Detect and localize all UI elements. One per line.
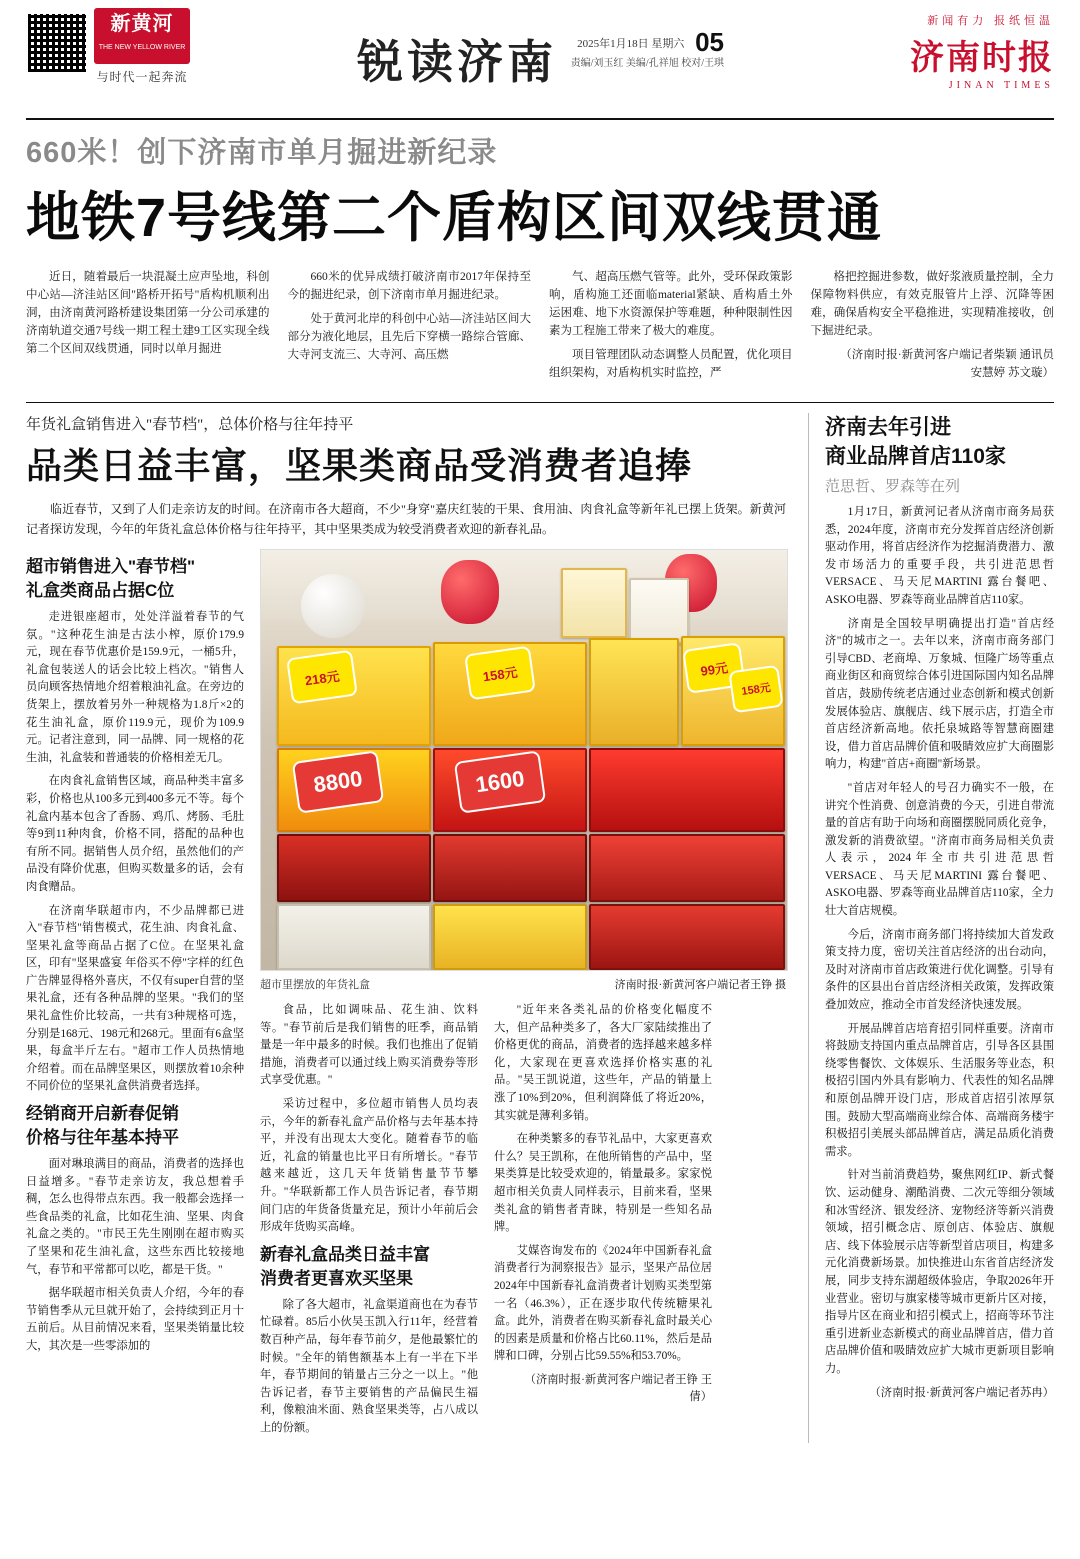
rail-headline-line1: 济南去年引进 <box>825 416 951 439</box>
rail-paragraph: 济南是全国较早明确提出打造"首店经济"的城市之一。去年以来，济南市商务部门引导CBD、老商埠、万象城、恒隆广场等重点商业街区和商贸综合体引进国际国内知名品牌首店，鼓励传统老店通过业态创新和模式创新发展体验店、旗舰店、线下展示店，打造全市首店经济新高地。依托泉城路等智慧商圈建设，借力首店品牌价值和吸睛效应扩大商圈影响力，构建"首店+商圈"新场景。 <box>825 617 1054 771</box>
feature-paragraph: 除了各大超市，礼盒渠道商也在为春节忙碌着。85后小伙吴玉凯入行11年，经营着数百种产品，每年春节前夕，是他最繁忙的时候。"全年的销售额基本上有一半在下半年，春节期间的销量占三分之一以上。"他告诉记者，春节主要销售的产品偏民生福利，像粮油米面、熟食坚果类等，占八成以上的份额。 <box>260 1298 478 1434</box>
feature-standfirst: 临近春节，又到了人们走亲访友的时间。在济南市各大超商，不少"身穿"嘉庆红装的干果、食用油、肉食礼盒等新年礼已摆上货架。新黄河记者探访发现，今年的年货礼盒总体价格与往年持平，其中坚果类成为较受消费者欢迎的新春礼品。 <box>26 502 786 536</box>
rail-byline: （济南时报·新黄河客户端记者苏冉） <box>869 1386 1054 1399</box>
brand-name: 济南时报 <box>910 39 1054 77</box>
product-box <box>589 834 785 902</box>
feature-paragraph: 在肉食礼盒销售区域，商品种类丰富多彩，价格也从100多元到400多元不等。每个礼盒内基本包含了香肠、鸡爪、烤肠、毛肚等9到11种肉食，价格不同，搭配的品种也有所不同。据销售人员介绍，虽然他们的产品没有降价优惠，但购买数量多的话，会有肉食赠品。 <box>26 775 244 893</box>
logo-sub-text: 与时代一起奔流 <box>96 70 188 84</box>
masthead <box>26 0 1054 116</box>
lead-paragraph: 格把控掘进参数，做好浆液质量控制，全力保障物料供应，有效克服管片上浮、沉降等困难，确保盾构安全平稳推进，实现精准接收，创下掘进纪录。 <box>810 271 1054 337</box>
feature-photo-block <box>260 549 786 1443</box>
feature-paragraph: 在种类繁多的春节礼品中，大家更喜欢什么？吴王凯称，在他所销售的产品中，坚果类算是比较受欢迎的，销量最多。家家悦超市相关负责人同样表示，目前来看，坚果类礼盒的销售者青睐，特别是一些知名品牌。 <box>494 1133 712 1234</box>
feature-subhead-2-line2: 价格与往年基本持平 <box>26 1128 179 1148</box>
product-box <box>589 904 785 970</box>
lead-paragraph: 处于黄河北岸的科创中心站—济洼站区间大部分为液化地层，且先后下穿横一路综合管廊、大寺河支流三、大寺河、高压燃 <box>287 313 531 361</box>
lead-column-3 <box>549 268 793 388</box>
section-title: 锐读济南 <box>357 36 557 88</box>
product-box <box>589 748 785 832</box>
logo-main-text: 新黄河 <box>110 13 174 35</box>
lead-paragraph: 气、超高压燃气管等。此外，受环保政策影响，盾构施工还面临material紧缺、盾构盾土外运困难、地下水资源保护等难题，种种限制性因素为工程施工带来了极大的难度。 <box>549 271 793 337</box>
feature-subhead-1-line2: 礼盒类商品占据C位 <box>26 581 175 600</box>
feature-paragraph: 据华联超市相关负责人介绍，今年的春节销售季从元旦就开始了，会持续到正月十五前后。从目前情况来看，坚果类销量比较大，其次是一些零添加的 <box>26 1287 244 1352</box>
feature-paragraph: 采访过程中，多位超市销售人员均表示，今年的新春礼盒产品价格与去年基本持平，并没有出现太大变化。随着春节的临近，礼盒的销量也比平日有所增长。"春节越来越近，这几天年货销售量节节攀升。"华联新都工作人员告诉记者，春节期间门店的年货备货量充足，预计小年前后会形成年货购买高峰。 <box>260 1097 478 1234</box>
product-box <box>433 904 587 970</box>
qr-code-icon <box>26 12 88 74</box>
feature-paragraph: 食品，比如调味品、花生油、饮料等。"春节前后是我们销售的旺季，商品销量是一年中最多的时候。我们也推出了促销措施，消费者可以通过线上购买消费券等形式享受优惠。" <box>260 1004 478 1087</box>
logo-en-text: THE NEW YELLOW RIVER <box>98 44 186 51</box>
feature-column-3 <box>494 1002 712 1443</box>
lead-column-2 <box>288 268 532 388</box>
product-box <box>277 904 431 970</box>
lead-paragraph: 项目管理团队动态调整人员配置，优化项目组织架构，对盾构机实时监控，严 <box>549 349 793 379</box>
feature-subhead-3-line1: 新春礼盒品类日益丰富 <box>260 1244 430 1264</box>
feature-column-1 <box>26 549 244 1443</box>
feature-headline: 品类日益丰富，坚果类商品受消费者追捧 <box>26 445 693 486</box>
feature-article <box>26 413 786 1443</box>
editor-credits: 责编/刘玉红 美编/孔祥旭 校对/王琪 <box>570 58 724 69</box>
price-tag: 158元 <box>728 665 783 714</box>
decor-balloon-icon <box>301 574 365 638</box>
lead-paragraph: 660米的优异成绩打破济南市2017年保持至今的掘进纪录，创下济南市单月掘进纪录。 <box>287 271 531 301</box>
shelf-photo <box>260 549 788 971</box>
lead-article <box>26 118 1054 388</box>
rail-body <box>825 504 1054 1402</box>
feature-subhead-1-line1: 超市销售进入"春节档" <box>26 557 196 576</box>
price-tag: 8800 <box>292 750 384 813</box>
brand-name-en: JINAN TIMES <box>948 80 1054 91</box>
rail-paragraph: 开展品牌首店培育招引同样重要。济南市将鼓励支持国内重点品牌首店，引导各区县围绕零售餐饮、文体娱乐、生活服务等业态，积极招引国内外具有影响力、代表性的知名品牌和原创品牌开设门店，形成首店招引浓厚氛围。鼓励大型高端商业综合体、高端商务楼宇积极招引美展头部品牌首店，满足品质化消费需求。 <box>825 1022 1054 1158</box>
decor-lantern-icon <box>441 560 499 624</box>
lead-byline: （济南时报·新黄河客户端记者柴颖 通讯员安慧婷 苏文璇） <box>840 349 1054 379</box>
photo-caption: 超市里摆放的年货礼盒 <box>260 979 370 991</box>
rail-paragraph: "首店对年轻人的号召力确实不一般，在讲究个性消费、创意消费的今天，引进自带流量的首店有助于向场和商圈摆脱同质化竞争，激发新的消费欲望。"济南市商务局相关负责人表示，2024年全市共引进范思哲VERSACE、马天尼MARTINI 露台餐吧、ASKO电器、罗森等商业品牌首店110家，全力壮大首店规模。 <box>825 781 1054 918</box>
decor-mascot <box>629 578 689 644</box>
logo-box <box>94 8 190 64</box>
section-divider <box>26 402 1054 403</box>
lead-paragraph: 近日，随着最后一块混凝土应声坠地，科创中心站—济洼站区间"路桥开拓号"盾构机顺利出洞，由济南黄河路桥建设集团第一分公司承建的济南轨道交通7号线一期工程土建9工区实现全线第二个区间双线贯通，同时以单月掘进 <box>26 271 270 355</box>
rail-headline <box>825 413 1054 471</box>
rail-paragraph: 今后，济南市商务部门将持续加大首发政策支持力度，密切关注首店经济的出台动向，及时对济南市首店政策进行优化调整。引导有条件的区县出台首店经济相关政策，发挥政策叠加效应，推动全市首发经济快速发展。 <box>825 928 1054 1012</box>
price-tag: 99元 <box>682 642 746 694</box>
lead-kicker: 660米！创下济南市单月掘进新纪录 <box>26 137 498 169</box>
page-number: 05 <box>695 27 724 57</box>
feature-byline: （济南时报·新黄河客户端记者王铮 王倩） <box>524 1373 712 1404</box>
feature-columns <box>26 549 786 1443</box>
photo-caption-row <box>260 976 786 992</box>
product-box <box>277 834 431 902</box>
feature-kicker: 年货礼盒销售进入"春节档"，总体价格与往年持平 <box>26 417 354 433</box>
feature-paragraph: 在济南华联超市内，不少品牌都已进入"春节档"销售模式，花生油、肉食礼盒、坚果礼盒等商品占据了C位。在坚果礼盒区，印有"坚果盛宴 年俗买不停"字样的红色广告牌显得格外喜庆，不仅有super自营的坚果礼盒，还有各种品牌的坚果。"我们的坚果礼盒性价比较高，一共有3种规格可选，分别是168元、198元和268元。里面有6盒坚果，每盒半斤左右。"超市工作人员热情地介绍着。而在品牌坚果区，则摆放着10余种不同价位的坚果礼盒供消费者选择。 <box>26 904 244 1093</box>
photo-credit: 济南时报·新黄河客户端记者王铮 摄 <box>614 979 786 991</box>
rail-paragraph: 1月17日，新黄河记者从济南市商务局获悉，2024年度，济南市充分发挥首店经济创新驱动作用，将首店经济作为挖掘消费潜力、激发市场活力的重要手段，共引进范思哲VERSACE、马天尼MARTINI 露台餐吧、ASKO电器、罗森等商业品牌首店110家。 <box>825 506 1054 606</box>
decor-gift-box <box>561 568 627 638</box>
rail-paragraph: 针对当前消费趋势，聚焦网红IP、新式餐饮、运动健身、潮酷消费、二次元等细分领域和冰雪经济、银发经济、宠物经济等新兴消费领域，招引概念店、原创店、体验店、旗舰店、线下体验展示店等新型首店项目，构建多元化消费新场景。加快推进山东省首店经济发展，同步支持东湖超级体验店，争取2026年开业营业。密切与旗家楼等城市更新片区对接，指导片区在商业和招引模式上，招商等环节注重引进新业态新模式的商业品牌首店，借力首店品牌价值和吸睛效应扩大城市更新项目影响力。 <box>825 1169 1054 1375</box>
rail-headline-line2: 商业品牌首店110家 <box>825 445 1006 468</box>
feature-paragraph: "近年来各类礼品的价格变化幅度不大，但产品种类多了，各大厂家陆续推出了价格更优的商品，消费者的选择越来越多样化，大家现在更喜欢选择价格实惠的礼品。"吴王凯说道，这些年，产品的销量上涨了10%到20%，但利润降低了将近20%，其实就是薄利多销。 <box>494 1004 712 1122</box>
price-tag: 218元 <box>286 650 358 705</box>
feature-paragraph: 面对琳琅满目的商品，消费者的选择也日益增多。"春节走亲访友，我总想着手稠，怎么也得带点东西。我一般都会选择一些食品类的礼盒，比如花生油、坚果、肉食礼盒之类的。"市民王先生刚刚在超市购买了坚果和花生油礼盒，这些东西比较接地气，春节和平常都可以吃，都是干货。" <box>26 1158 244 1276</box>
brand-slogan: 新闻有力 报纸恒温 <box>927 15 1054 27</box>
price-tag: 158元 <box>464 646 536 701</box>
sidebar-article <box>808 413 1054 1443</box>
feature-lower-columns <box>260 1002 786 1443</box>
feature-subhead-2-line1: 经销商开启新春促销 <box>26 1104 179 1124</box>
mid-section <box>26 413 1054 1443</box>
product-box <box>433 834 587 902</box>
feature-column-2 <box>260 1002 478 1443</box>
issue-date: 2025年1月18日 星期六 <box>577 38 685 50</box>
brand-block <box>724 8 1054 91</box>
feature-paragraph: 艾媒咨询发布的《2024年中国新春礼盒消费者行为洞察报告》显示，坚果产品位居2024年中国新春礼盒消费者计划购买类型第一名（46.3%），正在逐步取代传统糖果礼盒。此外，消费者在购买新春礼盒时最关心的因素是质量和价格占比60.11%，然后是品牌和口碑，分别占比59.55%和53.70%。 <box>494 1244 712 1363</box>
feature-paragraph: 走进银座超市，处处洋溢着春节的气氛。"这种花生油是古法小榨，原价179.9元，现在春节优惠价是159.9元，一桶5升，礼盒包装送人的话会比较上档次。"销售人员向顾客热情地介绍着粮油礼盒。在旁边的货架上，摆放着另外一种规格为1.8斤×2的花生油礼盒，原价119.9元，现价为109.9元。记者注意到，同一品牌、同一规格的花生油，礼盒装和普通装的价格相差无几。 <box>26 611 244 764</box>
rail-subhead: 范思哲、罗森等在列 <box>825 479 961 495</box>
lead-column-4 <box>811 268 1055 388</box>
lead-column-1 <box>26 268 270 388</box>
feature-subhead-2 <box>26 1102 244 1150</box>
product-box <box>589 638 679 746</box>
feature-subhead-3-line2: 消费者更喜欢买坚果 <box>260 1268 413 1288</box>
lead-headline: 地铁7号线第二个盾构区间双线贯通 <box>26 188 883 248</box>
price-tag: 1600 <box>454 750 546 813</box>
publisher-logo <box>94 8 190 85</box>
lead-columns <box>26 268 1054 388</box>
issue-meta <box>484 27 724 72</box>
feature-subhead-1 <box>26 555 244 603</box>
feature-subhead-3 <box>260 1243 478 1291</box>
